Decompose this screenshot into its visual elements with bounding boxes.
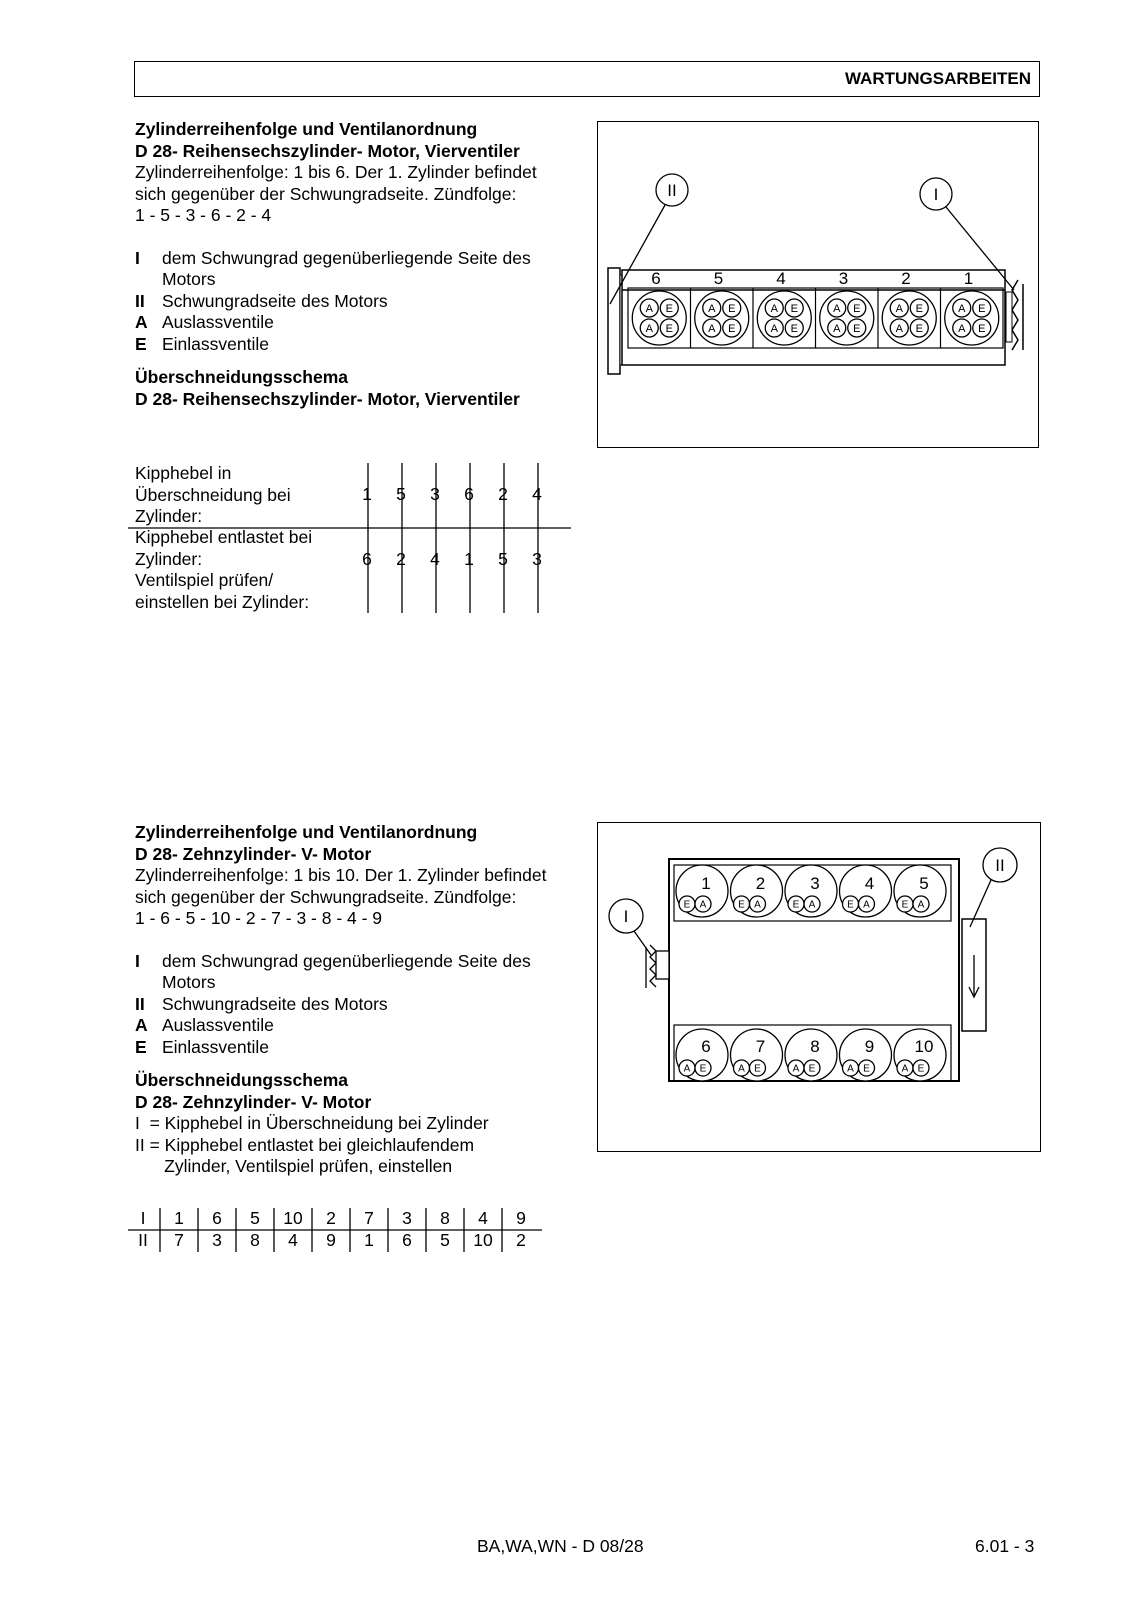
cylinder-bore xyxy=(632,291,686,345)
table-cell: 4 xyxy=(478,1208,488,1228)
cylinder-number: 6 xyxy=(701,1037,711,1056)
table1-row1-label xyxy=(135,463,291,528)
cylinder-number: 10 xyxy=(914,1037,934,1056)
table-cell: 4 xyxy=(430,549,440,569)
table-cell: 10 xyxy=(473,1230,493,1250)
legend-item xyxy=(135,291,595,313)
valve-a-label: A xyxy=(645,322,653,335)
legend-text: Auslassventile xyxy=(162,1015,274,1035)
table-label-line: Zylinder: xyxy=(135,506,203,526)
legend-text: Einlassventile xyxy=(162,1036,269,1057)
cylinder-number: 5 xyxy=(919,874,929,893)
table-cell: 6 xyxy=(362,549,372,569)
valve-e-label: E xyxy=(665,322,673,335)
section1-firing-order: 1 - 5 - 3 - 6 - 2 - 4 xyxy=(135,205,272,225)
pulley-icon xyxy=(646,945,656,988)
legend-item xyxy=(135,312,595,334)
legend-item xyxy=(135,951,595,994)
overlap-table-six xyxy=(128,463,578,613)
legend-key: II xyxy=(135,290,145,311)
section2-heading2: D 28- Zehnzylinder- V- Motor xyxy=(135,843,372,864)
section1-legend xyxy=(135,248,595,356)
legend-key: E xyxy=(135,1036,147,1057)
table-cell: 5 xyxy=(396,484,406,504)
valve-e-label: E xyxy=(792,899,800,911)
table-cell: 9 xyxy=(516,1208,526,1228)
cylinder-bore xyxy=(757,291,811,345)
valve-a-label: A xyxy=(958,302,966,315)
valve-e-label: E xyxy=(728,322,736,335)
legend-text: dem Schwungrad gegenüberliegende Seite des xyxy=(162,950,531,971)
cylinder-number: 2 xyxy=(755,874,766,893)
inline-six-engine-diagram xyxy=(598,122,1040,449)
section1-heading1: Zylinderreihenfolge und Ventilanordnung xyxy=(135,119,478,139)
table-cell: 5 xyxy=(498,549,508,569)
table-label-line: Ventilspiel prüfen/ xyxy=(135,570,274,590)
section-inline-six xyxy=(135,119,595,410)
table-cell: 2 xyxy=(516,1230,526,1250)
section1-schema-heading1: Überschneidungsschema xyxy=(135,367,348,387)
valve-e-label: E xyxy=(847,899,854,911)
legend-key: I xyxy=(135,247,140,268)
valve-a-label: A xyxy=(958,322,966,335)
table-label-line: Zylinder: xyxy=(135,548,203,569)
legend-text: Schwungradseite des Motors xyxy=(162,993,388,1014)
section2-schema-heading1: Überschneidungsschema xyxy=(135,1070,348,1090)
legend-key: II xyxy=(135,993,145,1014)
valve-a-label: A xyxy=(708,322,716,335)
valve-a-label: A xyxy=(895,322,903,335)
valve-e-label: E xyxy=(863,1063,870,1075)
cylinder-number: 3 xyxy=(810,874,820,893)
table-cell: 7 xyxy=(174,1230,184,1250)
valve-e-label: E xyxy=(915,322,923,335)
valve-e-label: E xyxy=(808,1063,816,1075)
valve-e-label: E xyxy=(853,302,861,315)
header-title: WARTUNGSARBEITEN xyxy=(844,69,1031,88)
valve-a-label: A xyxy=(847,1063,854,1075)
table-cell: 7 xyxy=(364,1208,374,1228)
legend-text: Auslassventile xyxy=(162,312,274,332)
table2-row2-label: II xyxy=(138,1230,148,1250)
figure-v10-diagram xyxy=(597,822,1041,1152)
table-cell: 6 xyxy=(464,484,474,504)
legend-item xyxy=(135,994,595,1016)
legend-text: Motors xyxy=(162,972,216,992)
valve-e-label: E xyxy=(728,302,736,315)
table-cell: 6 xyxy=(402,1230,412,1250)
schema-note: I = Kipphebel in Überschneidung bei Zylinder xyxy=(135,1113,489,1133)
cylinder-number: 8 xyxy=(810,1037,820,1056)
legend-item xyxy=(135,1015,595,1037)
valve-a-label: A xyxy=(833,322,841,335)
table-cell: 2 xyxy=(326,1208,336,1228)
cylinder-number: 3 xyxy=(838,269,849,288)
cylinder-number: 9 xyxy=(864,1037,875,1056)
section1-intro-line2: sich gegenüber der Schwungradseite. Zündfolge: xyxy=(135,183,517,204)
valve-a-label: A xyxy=(645,302,653,315)
section1-schema-heading2: D 28- Reihensechszylinder- Motor, Vierventiler xyxy=(135,388,520,409)
table-cell: 3 xyxy=(430,484,440,504)
legend-key: E xyxy=(135,333,147,354)
legend-key: I xyxy=(135,950,140,971)
schema-note: II = Kipphebel entlastet bei gleichlaufendem xyxy=(135,1134,475,1155)
table-cell: 4 xyxy=(532,484,542,504)
cylinder-number: 4 xyxy=(776,269,786,288)
table1-row2-label xyxy=(135,527,312,613)
figure-inline-six-diagram xyxy=(597,121,1039,448)
section2-legend xyxy=(135,951,595,1059)
valve-e-label: E xyxy=(699,1063,707,1075)
table-cell: 10 xyxy=(283,1208,303,1228)
table-cell: 3 xyxy=(532,549,542,569)
cylinder-number: 2 xyxy=(901,269,911,288)
valve-e-label: E xyxy=(738,899,745,911)
cylinder-number: 5 xyxy=(713,269,724,288)
valve-e-label: E xyxy=(978,302,986,315)
section-v10 xyxy=(135,822,595,1178)
table-cell: 5 xyxy=(250,1208,260,1228)
table-cell: 3 xyxy=(402,1208,412,1228)
flywheel-plate xyxy=(608,268,620,374)
table-cell: 1 xyxy=(364,1230,374,1250)
table-cell: 4 xyxy=(288,1230,298,1250)
legend-item xyxy=(135,248,595,291)
section2-firing-order: 1 - 6 - 5 - 10 - 2 - 7 - 3 - 8 - 4 - 9 xyxy=(135,908,383,928)
section1-intro-line1: Zylinderreihenfolge: 1 bis 6. Der 1. Zylinder befindet xyxy=(135,162,537,182)
valve-a-label: A xyxy=(708,302,716,315)
cylinder-bore xyxy=(820,291,874,345)
valve-a-label: A xyxy=(895,302,903,315)
valve-a-label: A xyxy=(738,1063,745,1075)
callout-i-leader xyxy=(634,931,651,955)
legend-text: dem Schwungrad gegenüberliegende Seite des xyxy=(162,247,531,268)
valve-a-label: A xyxy=(699,899,707,911)
table-cell: 1 xyxy=(464,549,474,569)
valve-e-label: E xyxy=(665,302,673,315)
callout-ii-label: II xyxy=(995,856,1005,876)
callout-i-label: I xyxy=(623,907,629,927)
legend-item xyxy=(135,1037,595,1059)
table-cell: 8 xyxy=(440,1208,450,1228)
valve-e-label: E xyxy=(683,899,691,911)
pulley-hub xyxy=(656,951,669,979)
header-box xyxy=(134,61,1040,97)
valve-e-label: E xyxy=(978,322,986,335)
legend-text: Einlassventile xyxy=(162,333,269,354)
cylinder-number: 1 xyxy=(701,874,711,893)
table-cell: 1 xyxy=(174,1208,184,1228)
valve-a-label: A xyxy=(901,1063,909,1075)
section2-heading1: Zylinderreihenfolge und Ventilanordnung xyxy=(135,822,478,842)
cylinder-number: 1 xyxy=(963,269,974,288)
table-cell: 2 xyxy=(396,549,406,569)
valve-a-label: A xyxy=(792,1063,800,1075)
table-cell: 3 xyxy=(212,1230,222,1250)
table-label-line: einstellen bei Zylinder: xyxy=(135,591,310,612)
cylinder-bore xyxy=(695,291,749,345)
valve-a-label: A xyxy=(863,899,870,911)
section2-schema-heading2: D 28- Zehnzylinder- V- Motor xyxy=(135,1091,372,1112)
cylinder-number: 6 xyxy=(651,269,661,288)
overlap-table-v10 xyxy=(128,1208,548,1254)
table-cell: 8 xyxy=(250,1230,260,1250)
valve-a-label: A xyxy=(754,899,761,911)
cylinder-bore xyxy=(945,291,999,345)
valve-e-label: E xyxy=(790,322,798,335)
legend-item xyxy=(135,334,595,356)
table2-row1-label: I xyxy=(140,1208,146,1228)
valve-a-label: A xyxy=(917,899,925,911)
v10-engine-diagram xyxy=(598,823,1042,1153)
cylinder-bore xyxy=(882,291,936,345)
valve-e-label: E xyxy=(915,302,923,315)
schema-note: Zylinder, Ventilspiel prüfen, einstellen xyxy=(135,1156,453,1176)
footer-model: BA,WA,WN - D 08/28 xyxy=(477,1536,644,1556)
valve-a-label: A xyxy=(833,302,841,315)
valve-a-label: A xyxy=(770,322,778,335)
pulley-hub xyxy=(1006,292,1012,342)
table-cell: 1 xyxy=(362,484,372,504)
callout-i-label: I xyxy=(933,185,939,205)
callout-ii-label: II xyxy=(667,181,677,201)
table-label-line: Überschneidung bei xyxy=(135,484,291,505)
table-cell: 2 xyxy=(498,484,508,504)
cylinder-number: 7 xyxy=(755,1037,766,1056)
table-label-line: Kipphebel entlastet bei xyxy=(135,527,313,547)
footer-page-number: 6.01 - 3 xyxy=(975,1536,1035,1556)
table-label-line: Kipphebel in xyxy=(135,463,232,483)
cylinder-number: 4 xyxy=(864,874,875,893)
legend-key: A xyxy=(135,1015,148,1035)
table-cell: 9 xyxy=(326,1230,336,1250)
legend-text: Motors xyxy=(162,269,216,289)
table-cell: 5 xyxy=(440,1230,450,1250)
pulley-icon xyxy=(1012,280,1023,350)
section2-intro-line1: Zylinderreihenfolge: 1 bis 10. Der 1. Zylinder befindet xyxy=(135,865,547,885)
legend-text: Schwungradseite des Motors xyxy=(162,290,388,311)
section1-heading2: D 28- Reihensechszylinder- Motor, Vierventiler xyxy=(135,140,520,161)
valve-a-label: A xyxy=(770,302,778,315)
legend-key: A xyxy=(135,312,148,332)
valve-a-label: A xyxy=(683,1063,691,1075)
section2-intro-line2: sich gegenüber der Schwungradseite. Zündfolge: xyxy=(135,886,517,907)
table-cell: 6 xyxy=(212,1208,222,1228)
valve-a-label: A xyxy=(808,899,816,911)
valve-e-label: E xyxy=(790,302,798,315)
valve-e-label: E xyxy=(853,322,861,335)
valve-e-label: E xyxy=(901,899,909,911)
valve-e-label: E xyxy=(754,1063,761,1075)
valve-e-label: E xyxy=(917,1063,925,1075)
